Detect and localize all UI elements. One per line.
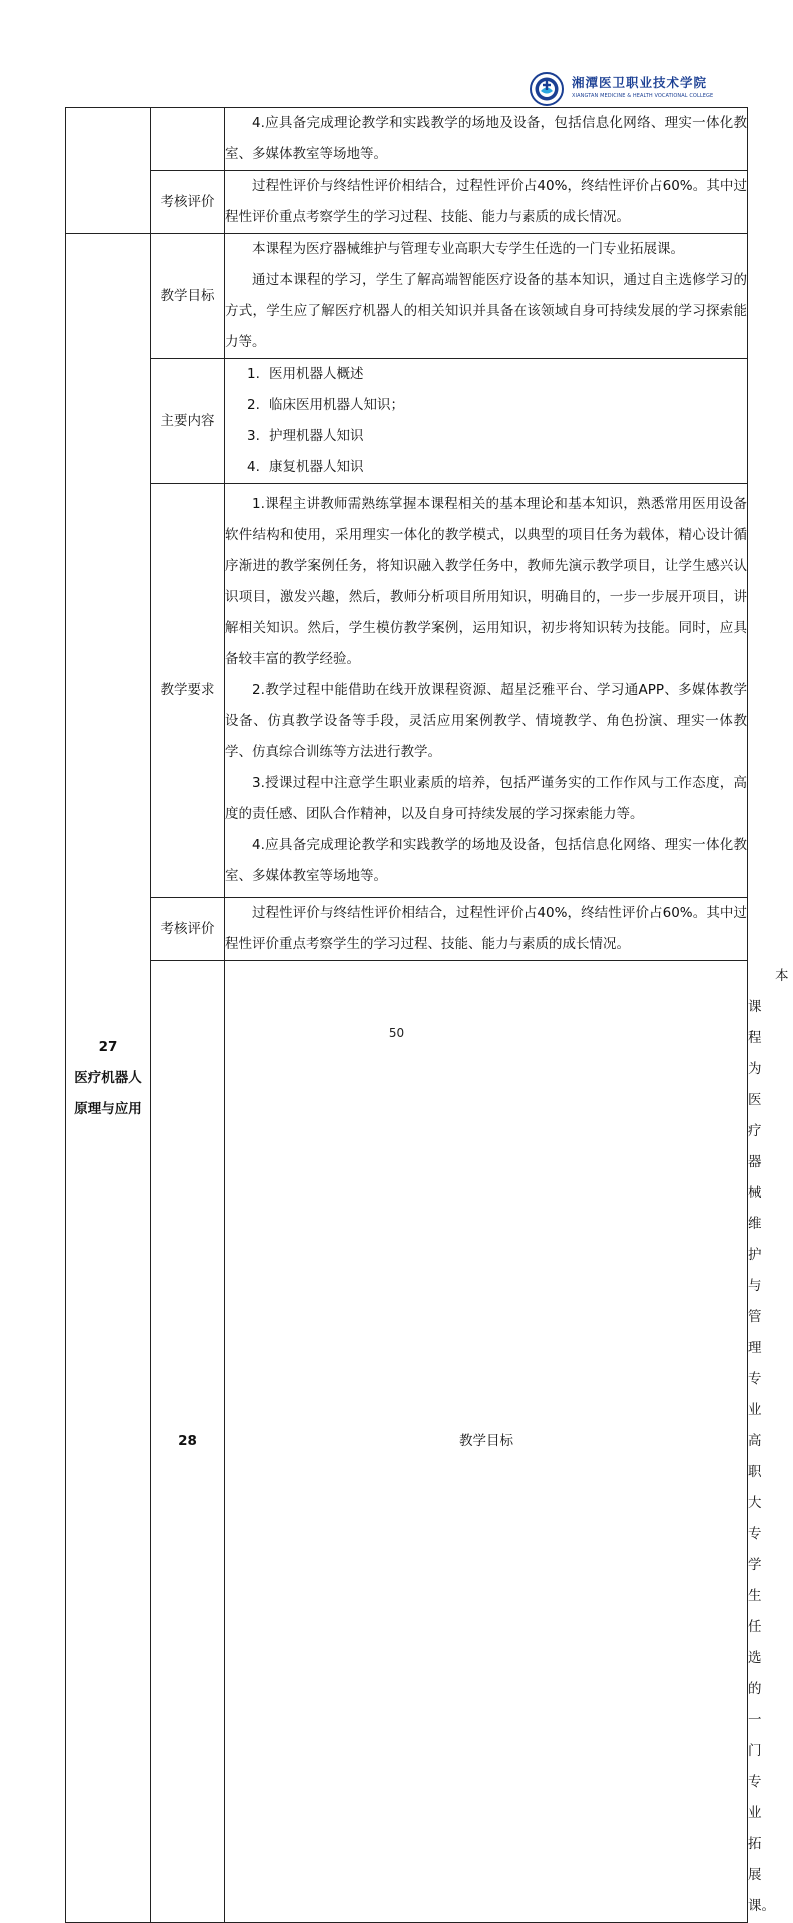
content-item: 1. 医用机器人概述 [247,366,364,382]
course-number: 28 [151,961,225,1923]
course-number: 27 [98,1038,118,1055]
course-name-line: 原理与应用 [74,1100,142,1117]
table-row [66,359,748,484]
table-row: 28 教学目标 本课程为医疗器械维护与管理专业高职大专学生任选的一门专业拓展课。 [66,961,748,1923]
goal-paragraph: 本课程为医疗器械维护与管理专业高职大专学生任选的一门专业拓展课。 [252,241,684,257]
section-label: 教学要求 [151,484,225,898]
college-emblem-icon [530,72,564,106]
section-label: 考核评价 [151,171,225,234]
table-row [66,108,748,171]
college-name: 湘潭医卫职业技术学院 [572,75,708,90]
course-name-line: 医疗机器人 [74,1069,142,1086]
section-label-cell [151,108,225,171]
main-content-cell [225,359,748,484]
goal-paragraph: 通过本课程的学习，学生了解高端智能医疗设备的基本知识，通过自主选修学习的方式，学生应了解医疗机器人的相关知识并具备在该领域自身可持续发展的学习探索能力等。 [225,272,747,350]
section-label: 教学目标 [151,234,225,359]
table-row [66,171,748,234]
teaching-goal-cell [225,234,748,359]
section-label: 教学目标 [225,961,748,1923]
content-item: 4. 康复机器人知识 [247,459,364,475]
table-row [66,898,748,961]
college-logo [530,72,730,108]
page-number: 50 [388,1026,405,1040]
assessment-paragraph: 过程性评价与终结性评价相结合，过程性评价占40%，终结性评价占60%。其中过程性评价重点考察学生的学习过程、技能、能力与素质的成长情况。 [225,905,747,952]
requirement-paragraph: 2.教学过程中能借助在线开放课程资源、超星泛雅平台、学习通APP、多媒体教学设备、仿真教学设备等手段，灵活应用案例教学、情境教学、角色扮演、理实一体教学、仿真综合训练等方法进行教学。 [225,682,747,760]
course-number-cell [66,234,151,1923]
table-row [66,234,748,359]
requirement-paragraph: 4.应具备完成理论教学和实践教学的场地及设备，包括信息化网络、理实一体化教室、多媒体教室等场地等。 [225,115,747,162]
section-label: 考核评价 [151,898,225,961]
content-item: 2. 临床医用机器人知识； [247,397,404,413]
table-row [66,484,748,898]
requirement-paragraph: 3.授课过程中注意学生职业素质的培养，包括严谨务实的工作作风与工作态度，高度的责任感、团队合作精神，以及自身可持续发展的学习探索能力等。 [225,775,747,822]
section-label: 主要内容 [151,359,225,484]
requirement-paragraph: 4.应具备完成理论教学和实践教学的场地及设备，包括信息化网络、理实一体化教室、多媒体教室等场地等。 [225,837,747,884]
teaching-requirement-cell [225,484,748,898]
teaching-requirement-cell [225,108,748,171]
college-name-en: XIANGTAN MEDICINE & HEALTH VOCATIONAL COLLEGE [572,93,714,99]
assessment-paragraph: 过程性评价与终结性评价相结合，过程性评价占40%，终结性评价占60%。其中过程性评价重点考察学生的学习过程、技能、能力与素质的成长情况。 [225,178,747,225]
course-number-cell [66,108,151,234]
requirement-paragraph: 1.课程主讲教师需熟练掌握本课程相关的基本理论和基本知识，熟悉常用医用设备软件结构和使用，采用理实一体化的教学模式，以典型的项目任务为载体，精心设计循序渐进的教学案例任务，将知识融入教学任务中，教师先演示教学项目，让学生感兴认识项目，激发兴趣，然后，教师分析项目所用知识，明确目的，一步一步展开项目，讲解相关知识。然后，学生模仿教学案例，运用知识，初步将知识转为技能。同时，应具备较丰富的教学经验。 [225,496,747,667]
content-item: 3. 护理机器人知识 [247,428,364,444]
assessment-cell [225,898,748,961]
course-table [65,107,789,1923]
assessment-cell [225,171,748,234]
